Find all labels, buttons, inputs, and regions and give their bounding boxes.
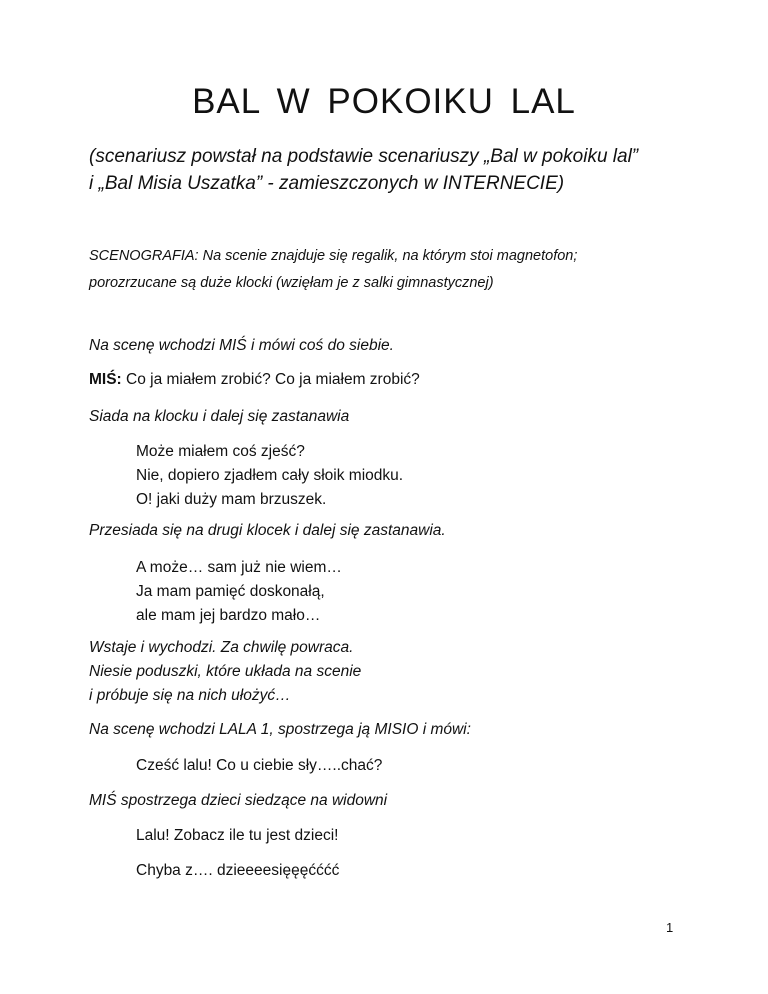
- subtitle: [89, 143, 729, 197]
- dialogue-line: Nie, dopiero zjadłem cały słoik miodku.: [136, 467, 404, 484]
- scenography-note: [89, 243, 729, 297]
- subtitle-line-2: i „Bal Misia Uszatka” - zamieszczonych w INTERNECIE): [89, 173, 565, 194]
- dialogue-lalu: Lalu! Zobacz ile tu jest dzieci!: [136, 827, 339, 844]
- dialogue-czesc: Cześć lalu! Co u ciebie sły…..chać?: [136, 757, 383, 774]
- scenography-line-2: porozrzucane są duże klocki (wzięłam je z salki gimnastycznej): [89, 275, 494, 291]
- dialogue-line: A może… sam już nie wiem…: [136, 559, 342, 576]
- subtitle-line-1: (scenariusz powstał na podstawie scenariuszy „Bal w pokoiku lal”: [89, 146, 639, 167]
- stage-direction-6: MIŚ spostrzega dzieci siedzące na widowni: [89, 792, 388, 809]
- dialogue-block-1: [136, 440, 403, 512]
- speaker-label: MIŚ:: [89, 371, 122, 388]
- stage-line: Niesie poduszki, które układa na scenie: [89, 663, 362, 680]
- stage-direction-5: Na scenę wchodzi LALA 1, spostrzega ją MISIO i mówi:: [89, 721, 471, 738]
- dialogue-chyba: Chyba z…. dzieeeesięęęćććć: [136, 862, 340, 879]
- dialogue-line: Może miałem coś zjeść?: [136, 443, 305, 460]
- page-number: 1: [666, 920, 674, 935]
- stage-direction-4: [89, 636, 361, 708]
- stage-line: Wstaje i wychodzi. Za chwilę powraca.: [89, 639, 354, 656]
- dialogue-line: O! jaki duży mam brzuszek.: [136, 491, 327, 508]
- scenography-line-1: SCENOGRAFIA: Na scenie znajduje się regalik, na którym stoi magnetofon;: [89, 248, 578, 264]
- stage-direction-2: Siada na klocku i dalej się zastanawia: [89, 408, 350, 425]
- dialogue-line: Ja mam pamięć doskonałą,: [136, 583, 325, 600]
- stage-direction-1: Na scenę wchodzi MIŚ i mówi coś do siebie.: [89, 337, 394, 354]
- stage-line: i próbuje się na nich ułożyć…: [89, 687, 291, 704]
- dialogue-line: ale mam jej bardzo mało…: [136, 607, 321, 624]
- dialogue-mis-1: [89, 371, 420, 389]
- document-title: BAL W POKOIKU LAL: [192, 82, 576, 121]
- dialogue-text: Co ja miałem zrobić? Co ja miałem zrobić?: [121, 371, 420, 388]
- dialogue-block-2: [136, 556, 342, 628]
- stage-direction-3: Przesiada się na drugi klocek i dalej się zastanawia.: [89, 522, 446, 539]
